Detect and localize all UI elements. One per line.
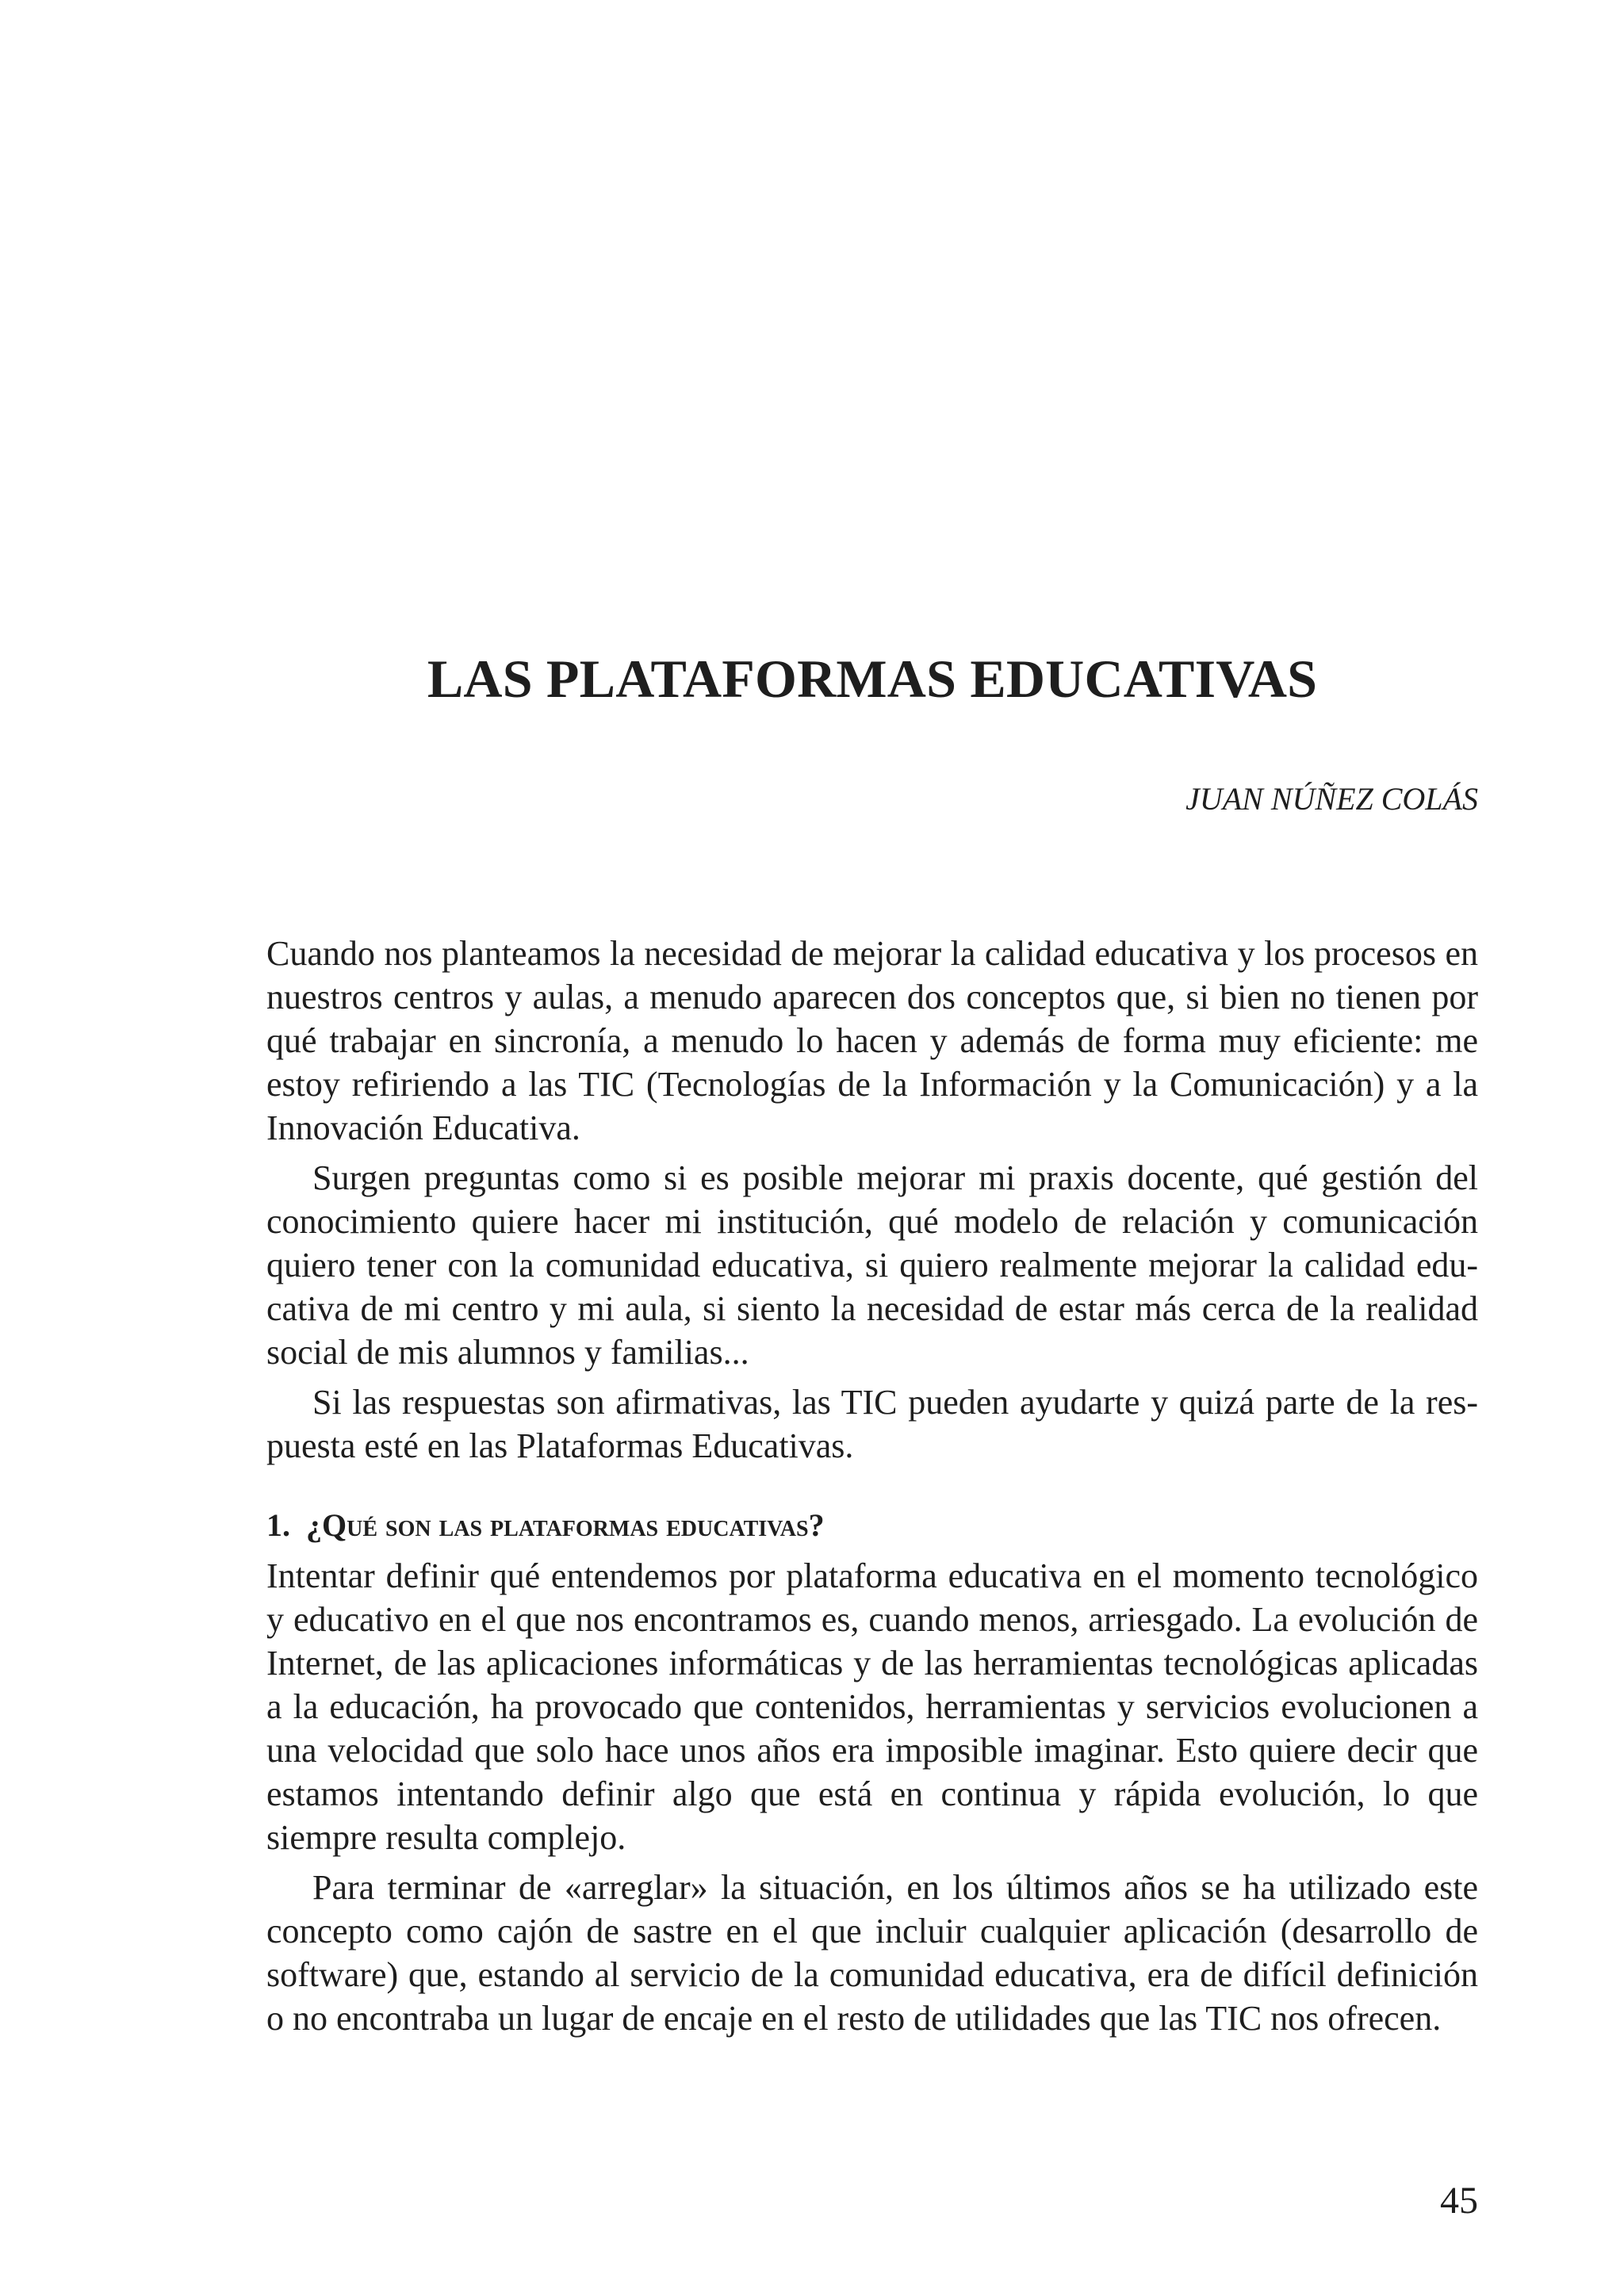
- intro-body: [266, 932, 1478, 1474]
- section-heading: [266, 1503, 1478, 1547]
- intro-paragraph-3: Si las respuestas son afirmativas, las TIC pueden ayudarte y quizá parte de la respuesta esté en las Plataformas Educativas.: [266, 1383, 1478, 1465]
- intro-paragraph-1: Cuando nos planteamos la necesidad de mejorar la calidad educativa y los procesos en nuestros centros y aulas, a menudo aparecen dos conceptos que, si bien no tienen por qué trabajar en sincronía, a menudo lo hacen y además de forma muy eficiente: me estoy refiriendo a las TIC (Tecnologías de la Información y la Comunicación) y a la Innovación Educativa.: [266, 934, 1478, 1147]
- page-title: LAS PLATAFORMAS EDUCATIVAS: [427, 649, 1318, 709]
- section-paragraph-1: Intentar definir qué entendemos por plataforma educativa en el momento tecnológico y educativo en el que nos encontramos es, cuando menos, arriesgado. La evolución de Internet, de las aplicaciones informáticas y de las herramientas tecnológicas aplicadas a la educación, ha provocado que contenidos, herramientas y servicios evolucionen a una velocidad que solo hace unos años era imposible imaginar. Esto quiere decir que estamos intentando definir algo que está en continua y rápida evolución, lo que siempre resulta complejo.: [266, 1556, 1478, 1857]
- author-name: JUAN NÚÑEZ COLÁS: [1185, 781, 1478, 817]
- intro-paragraph-2: Surgen preguntas como si es posible mejorar mi praxis docente, qué gestión del conocimiento quiere hacer mi institución, qué modelo de relación y comunicación quiero tener con la comunidad educativa, si quiero realmente mejorar la calidad educativa de mi centro y mi aula, si siento la necesidad de estar más cerca de la realidad social de mis alumnos y familias...: [266, 1158, 1478, 1372]
- section-heading-text: ¿Qué son las plataformas educativas?: [306, 1507, 825, 1543]
- section-number: 1.: [266, 1507, 290, 1543]
- page-number: 45: [1440, 2180, 1478, 2222]
- section-body: [266, 1554, 1478, 2046]
- section-paragraph-2: Para terminar de «arreglar» la situación, en los últimos años se ha utilizado este concepto como cajón de sastre en el que incluir cualquier aplicación (desarrollo de software) que, estando al servicio de la comunidad educativa, era de difícil definición o no encontraba un lugar de encaje en el resto de utilidades que las TIC nos ofrecen.: [266, 1868, 1478, 2038]
